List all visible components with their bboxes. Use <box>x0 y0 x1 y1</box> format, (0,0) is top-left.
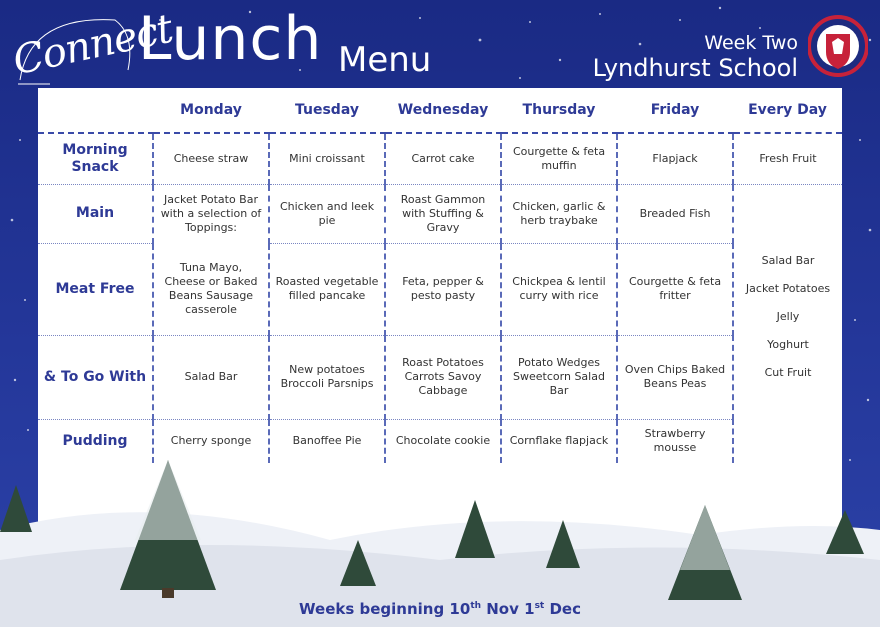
menu-cell: New potatoes Broccoli Parsnips <box>269 335 385 419</box>
menu-cell: Flapjack <box>617 133 733 184</box>
menu-table <box>38 88 842 463</box>
row-label-pudding: Pudding <box>62 432 128 449</box>
row-pudding <box>38 419 842 463</box>
menu-cell: Roasted vegetable filled pancake <box>269 243 385 335</box>
menu-cell: Courgette & feta fritter <box>617 243 733 335</box>
menu-cell: Breaded Fish <box>617 184 733 243</box>
menu-cell: Oven Chips Baked Beans Peas <box>617 335 733 419</box>
menu-cell-monday-meatfree: Tuna Mayo, Cheese or Baked Beans Sausage casserole <box>153 243 269 335</box>
day-friday: Friday <box>617 88 733 133</box>
every-day-item: Yoghurt <box>767 337 809 351</box>
header-blank <box>38 88 153 133</box>
row-label-main: Main <box>38 184 153 243</box>
day-wednesday: Wednesday <box>385 88 501 133</box>
every-day-snack: Fresh Fruit <box>733 133 842 184</box>
menu-cell: Chickpea & lentil curry with rice <box>501 243 617 335</box>
menu-cell: Courgette & feta muffin <box>501 133 617 184</box>
menu-cell: Potato Wedges Sweetcorn Salad Bar <box>501 335 617 419</box>
row-main <box>38 184 842 243</box>
connect-logo <box>8 5 177 90</box>
menu-cell: Cheese straw <box>153 133 269 184</box>
every-day-list <box>733 184 842 463</box>
menu-cell: Chocolate cookie <box>385 419 501 463</box>
every-day-item: Cut Fruit <box>764 365 812 379</box>
menu-cell: Strawberry mousse <box>617 419 733 463</box>
row-label-morning-snack: Morning Snack <box>38 133 153 184</box>
row-label-meat-free: Meat Free <box>38 243 153 335</box>
menu-cell-monday-main: Jacket Potato Bar with a selection of Toppings: <box>153 184 269 243</box>
title-lunch: Lunch <box>138 4 323 74</box>
menu-cell: Cornflake flapjack <box>501 419 617 463</box>
menu-cell: Salad Bar <box>153 335 269 419</box>
row-morning-snack <box>38 133 842 184</box>
day-monday: Monday <box>153 88 269 133</box>
school-name: Lyndhurst School <box>592 54 798 82</box>
row-to-go-with <box>38 335 842 419</box>
every-day-item: Jelly <box>776 309 800 323</box>
week-label: Week Two <box>704 32 798 54</box>
menu-cell: Roast Gammon with Stuffing & Gravy <box>385 184 501 243</box>
title-menu: Menu <box>338 40 432 80</box>
day-header-row <box>38 88 842 133</box>
menu-cell: Carrot cake <box>385 133 501 184</box>
menu-cell: Chicken, garlic & herb traybake <box>501 184 617 243</box>
menu-cell: Feta, pepper & pesto pasty <box>385 243 501 335</box>
every-day-item: Salad Bar <box>761 253 815 267</box>
day-thursday: Thursday <box>501 88 617 133</box>
day-every-day: Every Day <box>733 88 842 133</box>
day-tuesday: Tuesday <box>269 88 385 133</box>
every-day-item: Jacket Potatoes <box>745 281 831 295</box>
weeks-beginning-footer: Weeks beginning 10th Nov 1st Dec <box>299 600 581 618</box>
menu-cell: Cherry sponge <box>153 419 269 463</box>
menu-cell: Mini croissant <box>269 133 385 184</box>
menu-cell: Chicken and leek pie <box>269 184 385 243</box>
menu-cell: Roast Potatoes Carrots Savoy Cabbage <box>385 335 501 419</box>
row-meat-free <box>38 243 842 335</box>
school-crest-icon <box>808 12 868 84</box>
logo-wordmark: Connect <box>8 5 177 85</box>
menu-cell: Banoffee Pie <box>269 419 385 463</box>
row-label-to-go-with: & To Go With <box>38 335 153 419</box>
